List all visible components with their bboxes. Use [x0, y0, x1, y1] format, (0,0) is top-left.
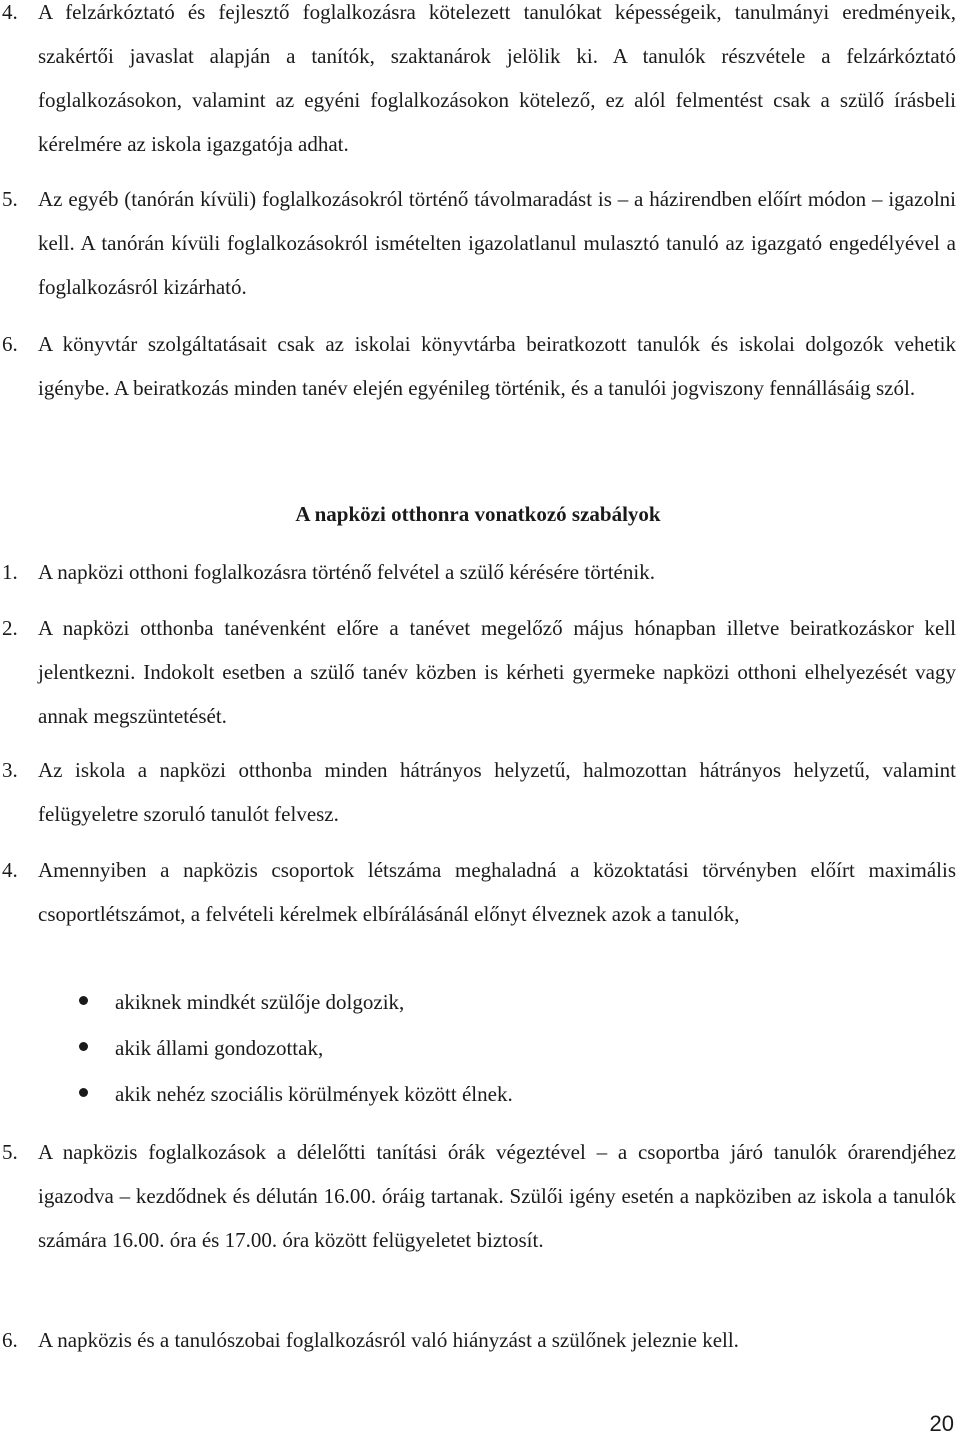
item-text: A napközis foglalkozások a délelőtti tanítási órák végeztével – a csoportba járó tanulók órarendjéhez igazodva – kezdődnek és délután 16.00. óráig tartanak. Szülői igény esetén a napköziben az iskola a tanulók számára 16.00. óra és 17.00. óra között felügyeletet biztosít.: [38, 1140, 956, 1252]
bullet-list: [0, 980, 956, 1118]
item-text: A könyvtár szolgáltatásait csak az iskolai könyvtárba beiratkozott tanulók és iskolai dolgozók vehetik igénybe. A beiratkozás minden tanév elején egyénileg történik, és a tanulói jogviszony fennállásáig szól.: [38, 332, 956, 400]
section-heading: A napközi otthonra vonatkozó szabályok: [295, 502, 661, 526]
item-text: Az iskola a napközi otthonba minden hátrányos helyzetű, halmozottan hátrányos helyzetű, valamint felügyeletre szoruló tanulót felvesz.: [38, 758, 956, 826]
item-number: 4.: [2, 0, 18, 24]
bullet-item: [0, 1072, 956, 1118]
item-number: 5.: [2, 187, 18, 211]
item-number: 2.: [2, 616, 18, 640]
bullet-text: akik állami gondozottak,: [115, 1036, 324, 1060]
bullet-icon: [79, 1042, 88, 1051]
bullet-text: akiknek mindkét szülője dolgozik,: [115, 990, 405, 1014]
item-number: 3.: [2, 758, 18, 782]
bullet-item: [0, 1026, 956, 1072]
item-text: A napközi otthoni foglalkozásra történő felvétel a szülő kérésére történik.: [38, 560, 655, 584]
item-number: 6.: [2, 1328, 18, 1352]
page-number: 20: [929, 1411, 954, 1436]
bullet-icon: [79, 996, 88, 1005]
bullet-icon: [79, 1088, 88, 1097]
item-number: 4.: [2, 858, 18, 882]
item-text: A napközis és a tanulószobai foglalkozásról való hiányzást a szülőnek jeleznie kell.: [38, 1328, 739, 1352]
item-number: 6.: [2, 332, 18, 356]
item-text: Az egyéb (tanórán kívüli) foglalkozásokról történő távolmaradást is – a házirendben előírt módon – igazolni kell. A tanórán kívüli foglalkozásokról ismételten igazolatlanul mulasztó tanuló az igazgató engedélyével a foglalkozásról kizárható.: [38, 187, 956, 299]
item-text: Amennyiben a napközis csoportok létszáma meghaladná a közoktatási törvényben előírt maximális csoportlétszámot, a felvételi kérelmek elbírálásánál előnyt élveznek azok a tanulók,: [38, 858, 956, 926]
item-text: A napközi otthonba tanévenként előre a tanévet megelőző május hónapban illetve beiratkozáskor kell jelentkezni. Indokolt esetben a szülő tanév közben is kérheti gyermeke napközi otthoni elhelyezését vagy annak megszüntetését.: [38, 616, 956, 728]
bullet-text: akik nehéz szociális körülmények között élnek.: [115, 1082, 513, 1106]
item-number: 5.: [2, 1140, 18, 1164]
item-number: 1.: [2, 560, 18, 584]
item-text: A felzárkóztató és fejlesztő foglalkozásra kötelezett tanulókat képességeik, tanulmányi eredményeik, szakértői javaslat alapján a tanítók, szaktanárok jelölik ki. A tanulók részvétele a felzárkóztató foglalkozásokon, valamint az egyéni foglalkozásokon kötelező, ez alól felmentést csak a szülő írásbeli kérelmére az iskola igazgatója adhat.: [38, 0, 956, 156]
bullet-item: [0, 980, 956, 1026]
